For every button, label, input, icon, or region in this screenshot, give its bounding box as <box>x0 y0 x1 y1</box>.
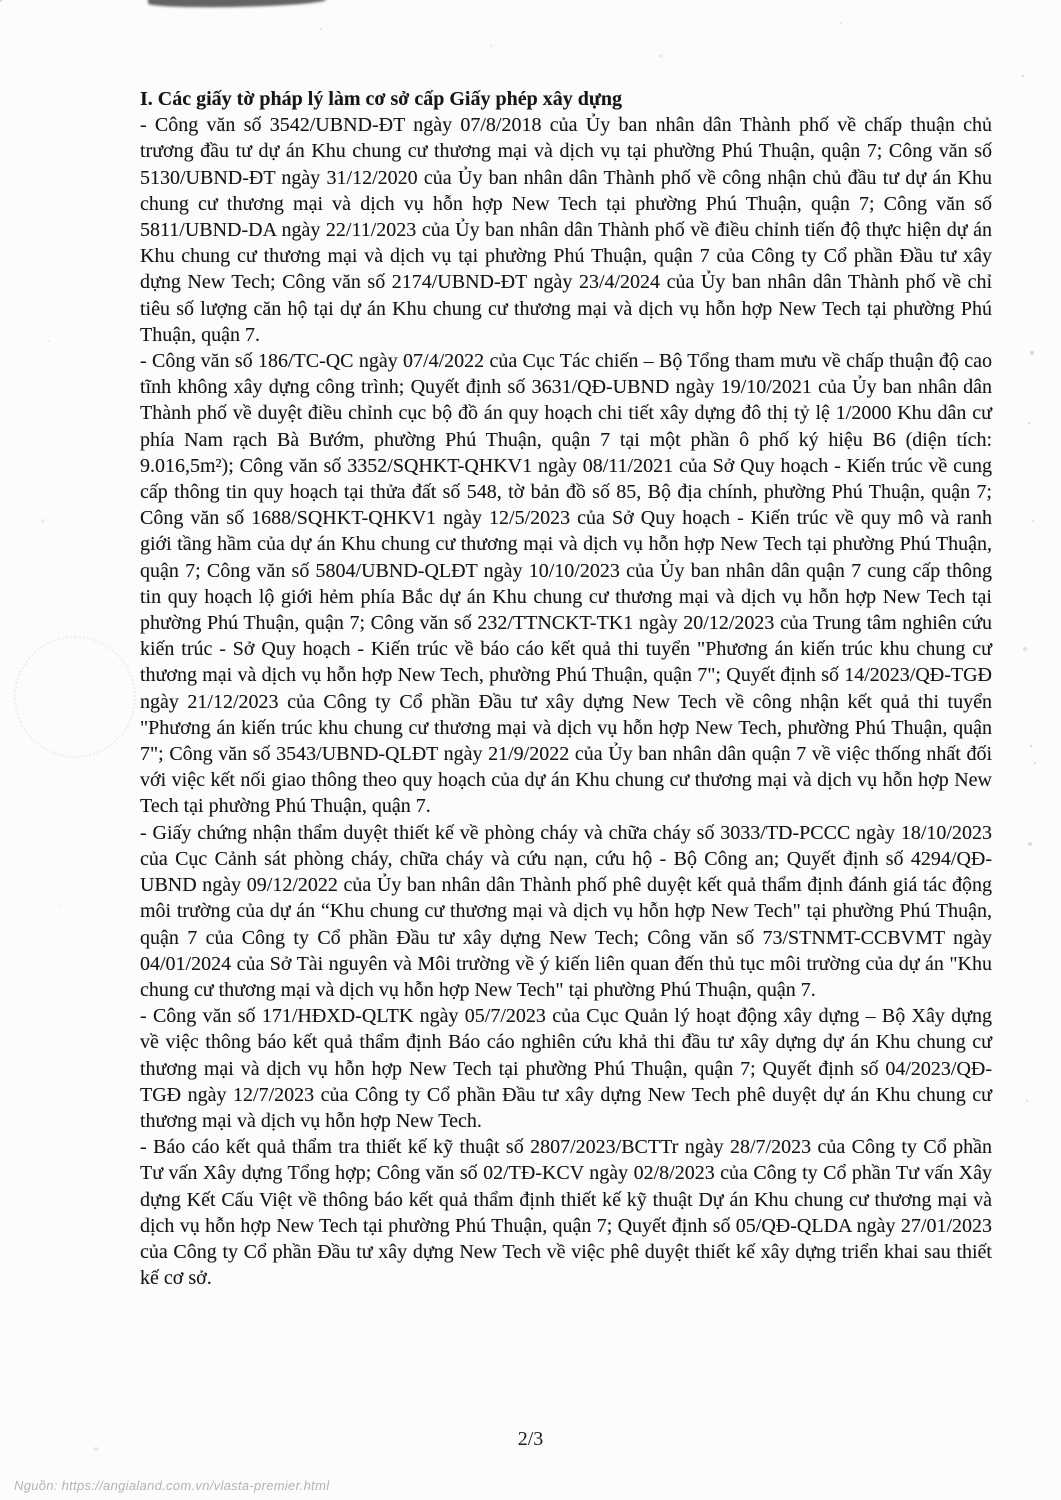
scan-smudge-artifact <box>148 0 326 8</box>
legal-paragraph-1: - Công văn số 3542/UBND-ĐT ngày 07/8/2018 của Ủy ban nhân dân Thành phố về chấp thuận chủ trương đầu tư dự án Khu chung cư thương mại và dịch vụ tại phường Phú Thuận, quận 7; Công văn số 5130/UBND-ĐT ngày 31/12/2020 của Ủy ban nhân dân Thành phố về công nhận chủ đầu tư dự án Khu chung cư thương mại và dịch vụ hỗn hợp New Tech tại phường Phú Thuận, quận 7; Công văn số 5811/UBND-DA ngày 22/11/2023 của Ủy ban nhân dân Thành phố về điều chỉnh tiến độ thực hiện dự án Khu chung cư thương mại và dịch vụ tại phường Phú Thuận, quận 7 của Công ty Cổ phần Đầu tư xây dựng New Tech; Công văn số 2174/UBND-ĐT ngày 23/4/2024 của Ủy ban nhân dân Thành phố về chỉ tiêu số lượng căn hộ tại dự án Khu chung cư thương mại và dịch vụ hỗn hợp New Tech tại phường Phú Thuận, quận 7. <box>140 114 992 346</box>
page-number: 2/3 <box>517 1428 544 1450</box>
document-body <box>140 86 992 1291</box>
legal-paragraph-4: - Công văn số 171/HĐXD-QLTK ngày 05/7/2023 của Cục Quản lý hoạt động xây dựng – Bộ Xây dựng về việc thông báo kết quả thẩm định Báo cáo nghiên cứu khả thi đầu tư xây dựng dự án Khu chung cư thương mại và dịch vụ hỗn hợp New Tech tại phường Phú Thuận, quận 7; Quyết định số 04/2023/QĐ-TGĐ ngày 12/7/2023 của Công ty Cổ phần Đầu tư xây dựng New Tech phê duyệt dự án Khu chung cư thương mại và dịch vụ hỗn hợp New Tech. <box>140 1005 992 1132</box>
legal-paragraph-5: - Báo cáo kết quả thẩm tra thiết kế kỹ thuật số 2807/2023/BCTTr ngày 28/7/2023 của Công ty Cổ phần Tư vấn Xây dựng Tổng hợp; Công văn số 02/TĐ-KCV ngày 02/8/2023 của Công ty Cổ phần Tư vấn Xây dựng Kết Cấu Việt về thông báo kết quả thẩm định thiết kế kỹ thuật Dự án Khu chung cư thương mại và dịch vụ hỗn hợp New Tech tại phường Phú Thuận, quận 7; Quyết định số 05/QĐ-QLDA ngày 27/01/2023 của Công ty Cổ phần Đầu tư xây dựng New Tech về việc phê duyệt thiết kế xây dựng triển khai sau thiết kế cơ sở. <box>140 1136 992 1290</box>
faint-stamp-ghost <box>14 636 136 758</box>
legal-paragraph-2: - Công văn số 186/TC-QC ngày 07/4/2022 của Cục Tác chiến – Bộ Tổng tham mưu về chấp thuận độ cao tĩnh không xây dựng công trình; Quyết định số 3631/QĐ-UBND ngày 19/10/2021 của Ủy ban nhân dân Thành phố về duyệt điều chỉnh cục bộ đồ án quy hoạch chi tiết xây dựng đô thị tỷ lệ 1/2000 Khu dân cư phía Nam rạch Bà Bướm, phường Phú Thuận, quận 7 tại một phần ô phố ký hiệu B6 (diện tích: 9.016,5m²); Công văn số 3352/SQHKT-QHKV1 ngày 08/11/2021 của Sở Quy hoạch - Kiến trúc về cung cấp thông tin quy hoạch tại thửa đất số 548, tờ bản đồ số 85, Bộ địa chính, phường Phú Thuận, quận 7; Công văn số 1688/SQHKT-QHKV1 ngày 12/5/2023 của Sở Quy hoạch - Kiến trúc về quy mô và ranh giới tầng hầm của dự án Khu chung cư thương mại và dịch vụ hỗn hợp New Tech tại phường Phú Thuận, quận 7; Công văn số 5804/UBND-QLĐT ngày 10/10/2023 của Ủy ban nhân dân quận 7 cung cấp thông tin quy hoạch lộ giới hẻm phía Bắc dự án Khu chung cư thương mại và dịch vụ hỗn hợp New Tech tại phường Phú Thuận, quận 7; Công văn số 232/TTNCKT-TK1 ngày 20/12/2023 của Trung tâm nghiên cứu kiến trúc - Sở Quy hoạch - Kiến trúc về báo cáo kết quả thi tuyển "Phương án kiến trúc khu chung cư thương mại và dịch vụ hỗn hợp New Tech, phường Phú Thuận, quận 7"; Quyết định số 14/2023/QĐ-TGĐ ngày 21/12/2023 của Công ty Cổ phần Đầu tư xây dựng New Tech về công nhận kết quả thi tuyển "Phương án kiến trúc khu chung cư thương mại và dịch vụ hỗn hợp New Tech, phường Phú Thuận, quận 7"; Công văn số 3543/UBND-QLĐT ngày 21/9/2022 của Ủy ban nhân dân quận 7 về việc thống nhất đối với việc kết nối giao thông theo quy hoạch của dự án Khu chung cư thương mại và dịch vụ hỗn hợp New Tech tại phường Phú Thuận, quận 7. <box>140 350 992 818</box>
source-watermark: Nguồn: https://angialand.com.vn/vlasta-premier.html <box>14 1478 330 1493</box>
legal-paragraph-3: - Giấy chứng nhận thẩm duyệt thiết kế về phòng cháy và chữa cháy số 3033/TD-PCCC ngày 18/10/2023 của Cục Cảnh sát phòng cháy, chữa cháy và cứu nạn, cứu hộ - Bộ Công an; Quyết định số 4294/QĐ-UBND ngày 09/12/2022 của Ủy ban nhân dân Thành phố phê duyệt kết quả thẩm định đánh giá tác động môi trường của dự án “Khu chung cư thương mại và dịch vụ hỗn hợp New Tech" tại phường Phú Thuận, quận 7 của Công ty Cổ phần Đầu tư xây dựng New Tech; Công văn số 73/STNMT-CCBVMT ngày 04/01/2024 của Sở Tài nguyên và Môi trường về ý kiến liên quan đến thủ tục môi trường của dự án "Khu chung cư thương mại và dịch vụ hỗn hợp New Tech" tại phường Phú Thuận, quận 7. <box>140 821 992 1001</box>
scan-noise-specks <box>0 0 2 2</box>
section-heading: I. Các giấy tờ pháp lý làm cơ sở cấp Giấy phép xây dựng <box>140 88 622 110</box>
